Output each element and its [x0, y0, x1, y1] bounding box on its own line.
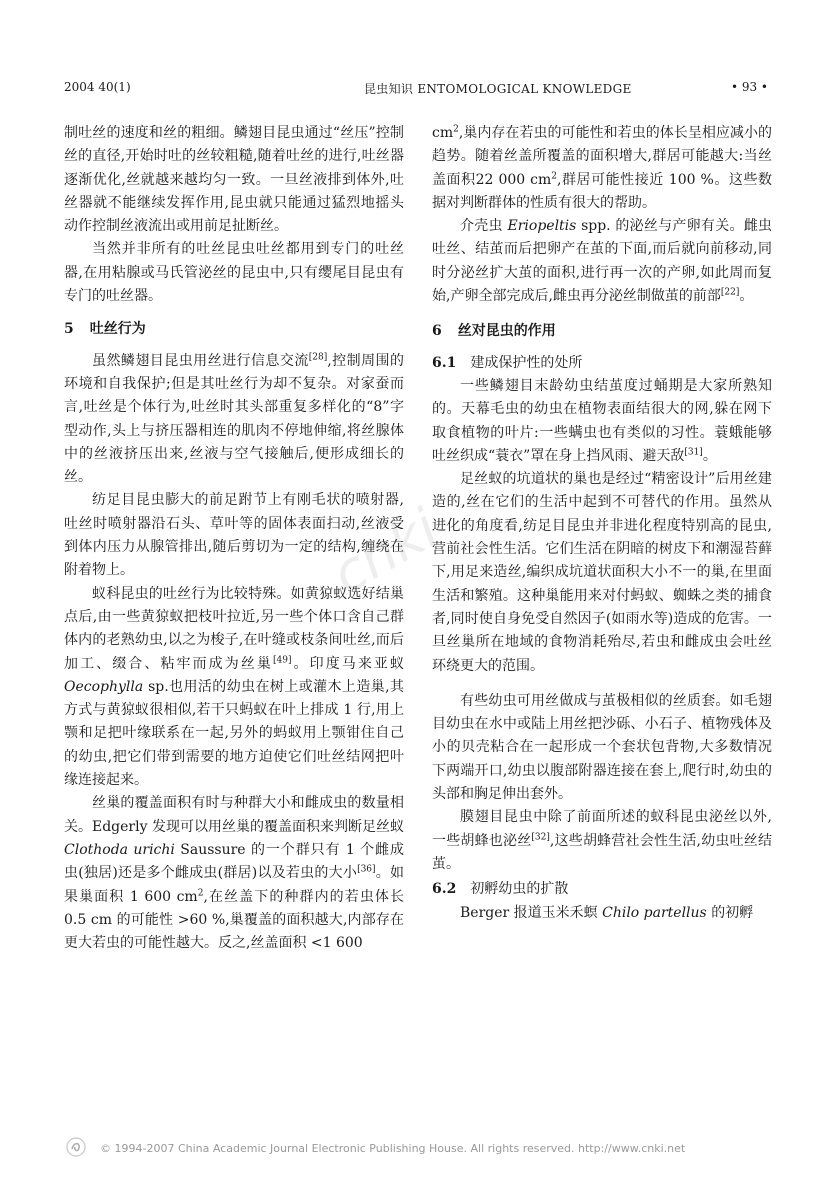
watermark: cnki — [321, 496, 449, 607]
paragraph: Berger 报道玉米禾螟 Chilo partellus 的初孵 — [460, 904, 754, 921]
paragraph: 一些鳞翅目末龄幼虫结茧度过蛹期是大家所熟知的。天幕毛虫的幼虫在植物表面结很大的网,躲在网下取食植物的叶片:一些螨虫也有类似的习性。蓑蛾能够吐丝织成“蓑衣”罩在身上挡风雨、避天敌[31]。 — [432, 377, 772, 464]
paragraph: 介壳虫 Eriopeltis spp. 的泌丝与产卵有关。雌虫吐丝、结茧而后把卵产在茧的下面,而后就向前移动,同时分泌丝扩大茧的面积,进行再一次的产卵,如此周而复始,产卵全部完成后,雌虫再分泌丝制做茧的前部[22]。 — [432, 218, 772, 305]
citation: [31] — [684, 447, 703, 458]
issue-info: 2004 40(1) — [64, 80, 131, 94]
citation: [49] — [272, 654, 292, 665]
left-column — [64, 122, 404, 955]
paragraph: 当然并非所有的吐丝昆虫吐丝都用到专门的吐丝器,在用粘腺或马氏管泌丝的昆虫中,只有缨尾目昆虫有专门的吐丝器。 — [64, 241, 404, 305]
citation: [32] — [531, 831, 550, 842]
paragraph: 蚁科昆虫的吐丝行为比较特殊。如黄猄蚁选好结巢点后,由一些黄猄蚁把枝叶拉近,另一些个体口含自己群体内的老熟幼虫,以之为梭子,在叶缝或枝条间吐丝,而后加工、缀合、粘牢而成为丝巢[49]。印度马来亚蚁 Oecophylla sp.也用活的幼虫在树上或灌木上造巢,其方式与黄猄蚁很相似,若干只蚂蚁在叶上排成 1 行,用上颚和足把叶缘联系在一起,另外的蚂蚁用上颚钳住自己的幼虫,把它们带到需要的地方迫使它们吐丝结网把叶缘连接起来。 — [64, 585, 404, 789]
paragraph: 有些幼虫可用丝做成与茧极相似的丝质套。如毛翅目幼虫在水中或陆上用丝把沙砾、小石子、植物残体及小的贝壳粘合在一起形成一个套状包背物,大多数情况下两端开口,幼虫以腹部附器连接在套上,爬行时,幼虫的头部和胸足伸出套外。 — [432, 692, 772, 803]
paragraph: 纺足目昆虫膨大的前足跗节上有刚毛状的喷射器,吐丝时喷射器沿石头、草叶等的固体表面扫动,丝液受到体内压力从腺管排出,随后剪切为一定的结构,缠绕在附着物上。 — [64, 492, 404, 579]
citation: [22] — [720, 287, 740, 298]
paragraph: 膜翅目昆虫中除了前面所述的蚁科昆虫泌丝以外,一些胡蜂也泌丝[32],这些胡蜂营社会性生活,幼虫吐丝结茧。 — [432, 809, 772, 872]
subsection-heading: 6.1 建成保护性的处所 — [432, 354, 583, 371]
paragraph: $cm^2$,巢内存在若虫的可能性和若虫的体长呈相应减小的趋势。随着丝盖所覆盖的面积增大,群居可能越大:当丝盖面积22 000 $cm^2$,群居可能性接近 100 %。这些数据对判断群体的性质有很大的帮助。 — [432, 124, 773, 211]
paragraph: 虽然鳞翅目昆虫用丝进行信息交流[28],控制周围的环境和自我保护;但是其吐丝行为却不复杂。对家蚕而言,吐丝是个体行为,吐丝时其头部重复多样化的“8”字型动作,头上与挤压器相连的肌肉不停地伸缩,将丝腺体中的丝液挤压出来,丝液与空气接触后,便形成细长的丝。 — [64, 352, 404, 486]
citation: [28] — [308, 352, 328, 363]
page-header — [64, 80, 768, 100]
section-heading: 6 丝对昆虫的作用 — [432, 323, 556, 340]
citation: [36] — [357, 864, 376, 875]
page-number: • 93 • — [730, 80, 768, 94]
paragraph: 丝巢的覆盖面积有时与种群大小和雌成虫的数量相关。Edgerly 发现可以用丝巢的覆盖面积来判断足丝蚁 Clothoda urichi Saussure 的一个群只有 1 个雌成虫(独居)还是多个雌成虫(群居)以及若虫的大小[36]。如果巢面积 1 600 $cm^2$,在丝盖下的种群内的若虫体长 0.5 cm 的可能性 >60 %,巢覆盖的面积越大,内部存在更大若虫的可能性越大。反之,丝盖面积 <1 600 — [64, 795, 404, 952]
publisher-logo-icon — [64, 1136, 88, 1158]
paragraph: 足丝蚁的坑道状的巢也是经过“精密设计”后用丝建造的,丝在它们的生活中起到不可替代的作用。虽然从进化的角度看,纺足目昆虫并非进化程度特别高的昆虫,营前社会性生活。它们生活在阴暗的树皮下和潮湿苔藓下,用足来造丝,编织成坑道状面积大小不一的巢,在里面生活和繁殖。这种巢能用来对付蚂蚁、蜘蛛之类的捕食者,同时使自身免受自然因子(如雨水等)造成的危害。一旦丝巢所在地域的食物消耗殆尽,若虫和雌成虫会吐丝环绕更大的范围。 — [432, 471, 772, 674]
section-heading: 5 吐丝行为 — [64, 321, 146, 338]
right-column — [432, 122, 772, 925]
journal-title: 昆虫知识 ENTOMOLOGICAL KNOWLEDGE — [364, 82, 632, 96]
copyright-notice: © 1994-2007 China Academic Journal Electronic Publishing House. All rights reserved. http://www.cnki.net — [100, 1142, 686, 1155]
subsection-heading: 6.2 初孵幼虫的扩散 — [432, 881, 569, 898]
paragraph: 制吐丝的速度和丝的粗细。鳞翅目昆虫通过“丝压”控制丝的直径,开始时吐的丝较粗糙,随着吐丝的进行,吐丝器逐渐优化,丝就越来越均匀一致。一旦丝液排到体外,吐丝器就不能继续发挥作用,昆虫就只能通过猛烈地摇头动作控制丝液流出或用前足扯断丝。 — [64, 125, 404, 235]
page-footer — [64, 1140, 768, 1170]
